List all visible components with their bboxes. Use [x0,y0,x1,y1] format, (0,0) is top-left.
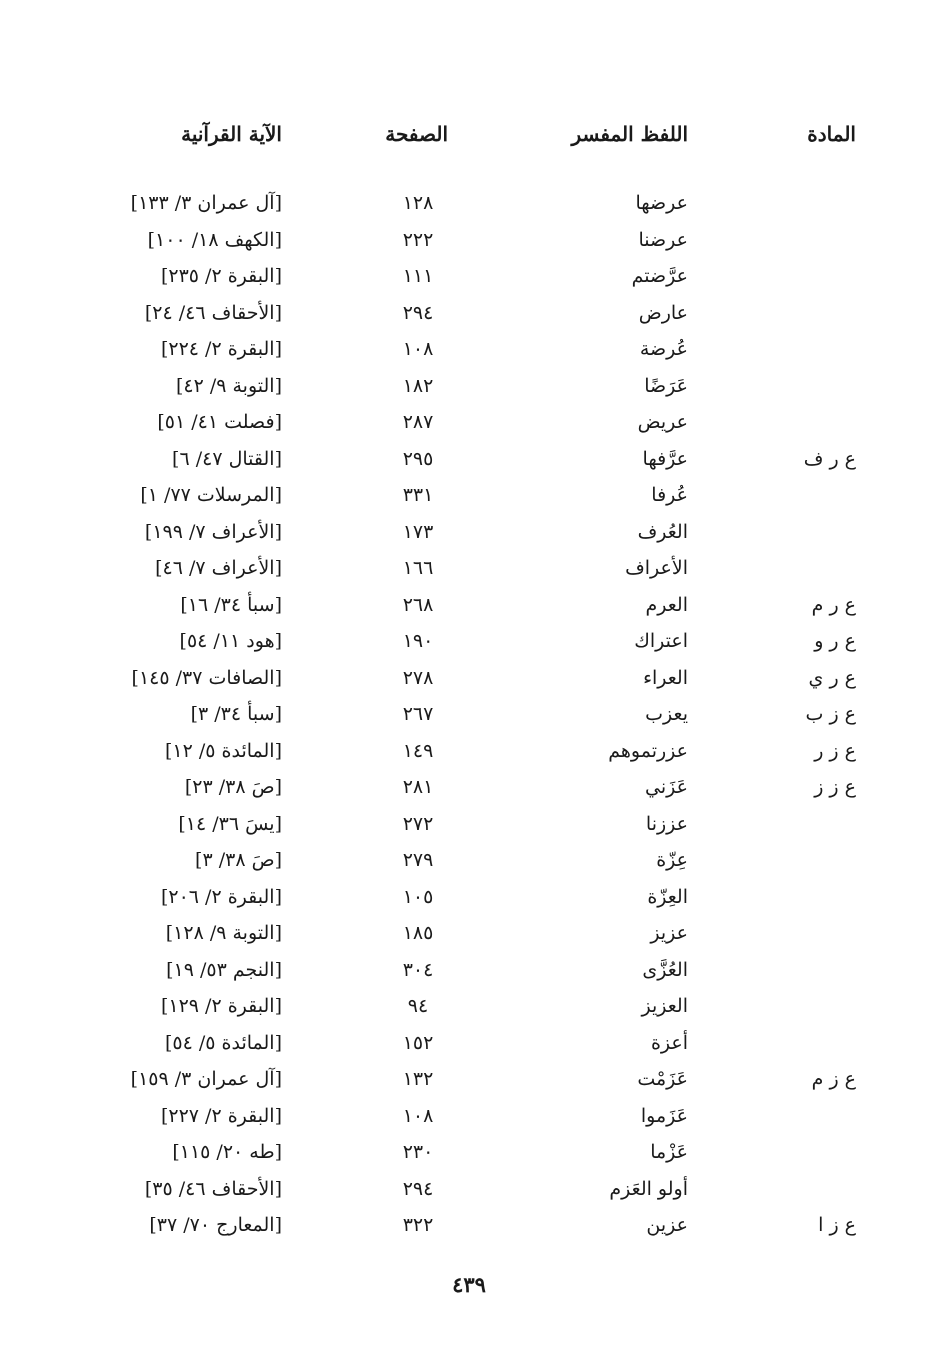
word-cell: أولو العَزم [609,1177,688,1200]
table-row [0,1061,938,1097]
column-header-madda: المادة [807,122,856,146]
word-cell: عزيز [650,922,688,944]
column-header-lafz: اللفظ المفسر [571,122,688,146]
word-cell: عرضنا [638,228,688,251]
verse-reference-cell: [الأحقاف ٤٦/ ٣٥] [144,1177,282,1200]
word-cell: عَزَموا [640,1104,688,1127]
verse-reference-cell: [طه ٢٠/ ١١٥] [172,1141,282,1163]
verse-reference-cell: [القتال ٤٧/ ٦] [172,447,282,470]
page-cell: ١٤٩ [402,739,434,762]
word-cell: عَزَني [645,776,688,798]
word-cell: عرَّفها [642,447,688,470]
root-cell: ع ر ي [808,666,856,689]
verse-reference-cell: [البقرة ٢/ ٢٢٧] [160,1104,282,1127]
verse-reference-cell: [البقرة ٢/ ٢٢٤] [160,338,282,360]
verse-reference-cell: [المائدة ٥/ ١٢] [164,739,282,762]
table-row [0,915,938,951]
table-row [0,1134,938,1170]
page-cell: ١٦٦ [402,557,434,579]
page-cell: ٢٢٢ [402,228,434,251]
table-row [0,696,938,732]
table-row [0,550,938,586]
table-row [0,404,938,440]
page-cell: ٩٤ [407,995,429,1017]
word-cell: العرم [645,593,688,616]
page-cell: ١٨٢ [402,374,434,397]
word-cell: عزرتموهم [608,739,688,762]
word-cell: العُرف [637,520,688,543]
page-cell: ١٧٣ [402,520,434,543]
table-row [0,587,938,623]
verse-reference-cell: [فصلت ٤١/ ٥١] [157,411,282,433]
verse-reference-cell: [الأعراف ٧/ ٤٦] [155,557,282,579]
page-cell: ١٩٠ [402,630,434,652]
root-cell: ع ز م [811,1068,856,1090]
word-cell: عارض [638,301,688,324]
table-row [0,660,938,696]
page-cell: ٢٣٠ [402,1141,434,1163]
verse-reference-cell: [التوبة ٩/ ١٢٨] [165,922,282,944]
page-cell: ١٣٢ [402,1068,434,1090]
word-cell: العُزَّى [642,958,688,981]
table-row [0,222,938,258]
word-cell: عزين [646,1214,688,1236]
verse-reference-cell: [صَ ٣٨/ ٣] [195,849,282,871]
verse-reference-cell: [النجم ٥٣/ ١٩] [166,958,282,981]
table-row [0,258,938,294]
table-row [0,295,938,331]
verse-reference-cell: [هود ١١/ ٥٤] [179,630,282,652]
table-row [0,842,938,878]
verse-reference-cell: [المرسلات ٧٧/ ١] [140,484,282,506]
table-row [0,185,938,221]
word-cell: عِزّة [656,849,688,871]
page-cell: ٢٧٨ [402,666,434,689]
verse-reference-cell: [سبأ ٣٤/ ٣] [190,703,282,725]
table-row [0,879,938,915]
word-cell: عرضها [635,192,688,214]
table-row [0,733,938,769]
page-cell: ١٥٢ [402,1031,434,1054]
page-cell: ١١١ [402,265,434,287]
verse-reference-cell: [المعارج ٧٠/ ٣٧] [149,1214,282,1236]
column-header-aya: الآية القرآنية [181,122,282,146]
page-cell: ٢٩٤ [402,1177,434,1200]
page-cell: ١٨٥ [402,922,434,944]
page-cell: ٢٨١ [402,776,434,798]
root-cell: ع ر م [811,593,856,616]
root-cell: ع ز ا [818,1214,856,1236]
word-cell: عَزَمْت [637,1068,688,1090]
word-cell: العراء [643,666,688,689]
verse-reference-cell: [المائدة ٥/ ٥٤] [164,1031,282,1054]
table-row [0,1207,938,1243]
page-cell: ٢٩٥ [402,447,434,470]
page-cell: ١٢٨ [402,192,434,214]
root-cell: ع ز ز [814,776,856,798]
root-cell: ع ز ب [805,703,856,725]
table-row [0,441,938,477]
page-cell: ٢٨٧ [402,411,434,433]
page-cell: ٣٣١ [402,484,434,506]
word-cell: اعتراك [634,630,688,652]
verse-reference-cell: [صَ ٣٨/ ٢٣] [184,776,282,798]
verse-reference-cell: [البقرة ٢/ ٢٠٦] [160,885,282,908]
table-row [0,368,938,404]
page-cell: ٣٢٢ [402,1214,434,1236]
verse-reference-cell: [سبأ ٣٤/ ١٦] [180,593,282,616]
table-row [0,1171,938,1207]
page-cell: ٣٠٤ [402,958,434,981]
root-cell: ع ز ر [814,739,856,762]
word-cell: عُرفا [651,484,688,506]
table-row [0,514,938,550]
table-row [0,477,938,513]
word-cell: عززنا [645,812,688,835]
verse-reference-cell: [آل عمران ٣/ ١٣٣] [130,192,282,214]
verse-reference-cell: [الكهف ١٨/ ١٠٠] [147,228,282,251]
table-row [0,623,938,659]
page-cell: ٢٩٤ [402,301,434,324]
root-cell: ع ر و [814,630,856,652]
page-cell: ٢٦٧ [402,703,434,725]
table-row [0,1098,938,1134]
word-cell: أعزة [650,1031,688,1054]
word-cell: عرَّضتم [631,265,688,287]
word-cell: عُرضة [639,338,688,360]
root-cell: ع ر ف [803,447,856,470]
page-cell: ١٠٨ [402,338,434,360]
verse-reference-cell: [التوبة ٩/ ٤٢] [175,374,282,397]
word-cell: الأعراف [625,557,688,579]
table-row [0,952,938,988]
word-cell: عريض [637,411,688,433]
page-cell: ٢٧٢ [402,812,434,835]
word-cell: العِزّة [647,885,688,908]
page-cell: ٢٧٩ [402,849,434,871]
table-row [0,806,938,842]
word-cell: يعزب [645,703,688,725]
verse-reference-cell: [البقرة ٢/ ٢٣٥] [160,265,282,287]
table-row [0,988,938,1024]
verse-reference-cell: [يسَ ٣٦/ ١٤] [178,812,282,835]
verse-reference-cell: [الأعراف ٧/ ١٩٩] [144,520,282,543]
word-cell: عَرَضًا [644,374,688,397]
page-cell: ١٠٥ [402,885,434,908]
page-number: ٤٣٩ [452,1272,486,1297]
table-row [0,1025,938,1061]
column-header-page: الصفحة [385,122,448,146]
word-cell: العزيز [641,995,688,1017]
page-cell: ١٠٨ [402,1104,434,1127]
verse-reference-cell: [الصافات ٣٧/ ١٤٥] [131,666,282,689]
verse-reference-cell: [الأحقاف ٤٦/ ٢٤] [144,301,282,324]
verse-reference-cell: [البقرة ٢/ ١٢٩] [160,995,282,1017]
table-row [0,769,938,805]
page-cell: ٢٦٨ [402,593,434,616]
table-row [0,331,938,367]
word-cell: عَزْما [650,1141,688,1163]
verse-reference-cell: [آل عمران ٣/ ١٥٩] [130,1068,282,1090]
